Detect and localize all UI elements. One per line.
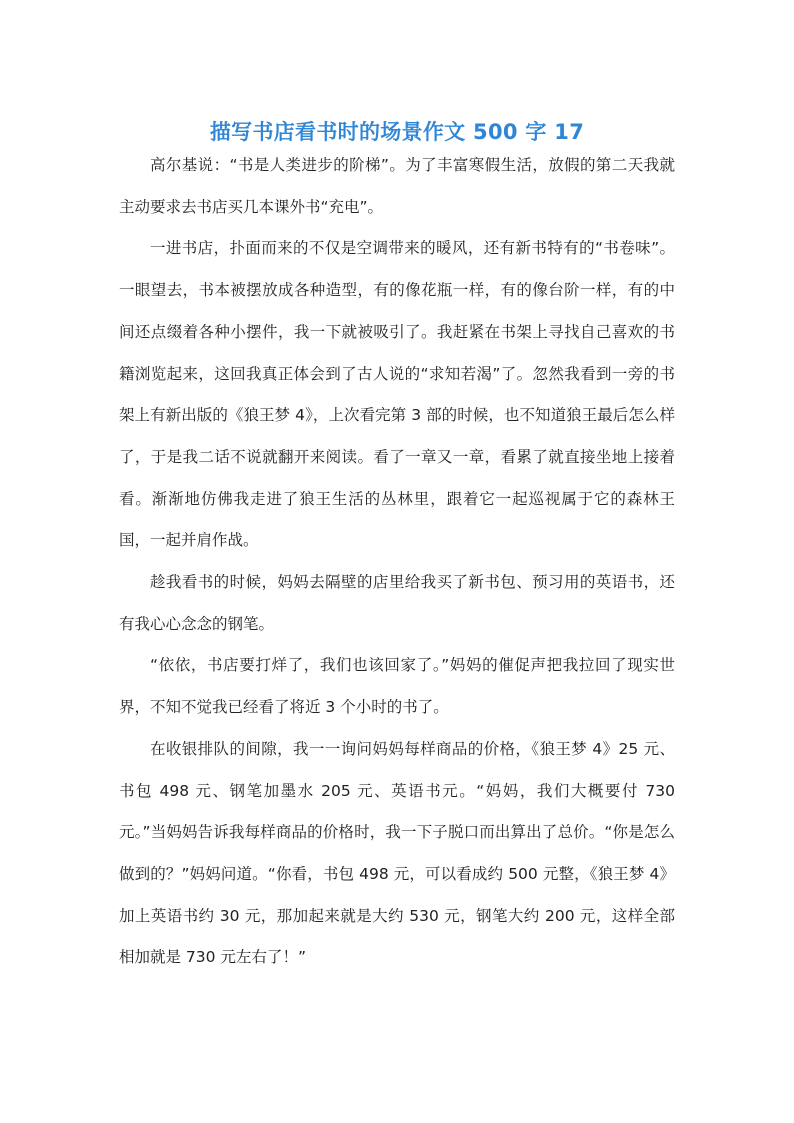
paragraph-3: 趁我看书的时候，妈妈去隔壁的店里给我买了新书包、预习用的英语书，还有我心心念念的钢笔。 bbox=[119, 573, 675, 633]
document-body bbox=[119, 145, 675, 979]
paragraph-5: 在收银排队的间隙，我一一询问妈妈每样商品的价格，《狼王梦 4》25 元、书包 498 元、钢笔加墨水 205 元、英语书元。“妈妈，我们大概要付 730 元。”当妈妈告诉我每样商品的价格时，我一下子脱口而出算出了总价。“你是怎么做到的？”妈妈问道。“你看，书包 498 元，可以看成约 500 元整，《狼王梦 4》加上英语书约 30 元，那加起来就是大约 530 元，钢笔大约 200 元，这样全部相加就是 730 元左右了！” bbox=[119, 739, 675, 967]
paragraph-2: 一进书店，扑面而来的不仅是空调带来的暖风，还有新书特有的“书卷味”。一眼望去，书本被摆放成各种造型，有的像花瓶一样，有的像台阶一样，有的中间还点缀着各种小摆件，我一下就被吸引了。我赶紧在书架上寻找自己喜欢的书籍浏览起来，这回我真正体会到了古人说的“求知若渴”了。忽然我看到一旁的书架上有新出版的《狼王梦 4》，上次看完第 3 部的时候，也不知道狼王最后怎么样了，于是我二话不说就翻开来阅读。看了一章又一章，看累了就直接坐地上接着看。渐渐地仿佛我走进了狼王生活的丛林里，跟着它一起巡视属于它的森林王国，一起并肩作战。 bbox=[119, 239, 675, 550]
paragraph-4: “依依，书店要打烊了，我们也该回家了。”妈妈的催促声把我拉回了现实世界，不知不觉我已经看了将近 3 个小时的书了。 bbox=[119, 656, 675, 717]
document-title: 描写书店看书时的场景作文 500 字 17 bbox=[209, 120, 585, 145]
paragraph-1: 高尔基说：“书是人类进步的阶梯”。为了丰富寒假生活，放假的第二天我就主动要求去书店买几本课外书“充电”。 bbox=[119, 156, 675, 216]
